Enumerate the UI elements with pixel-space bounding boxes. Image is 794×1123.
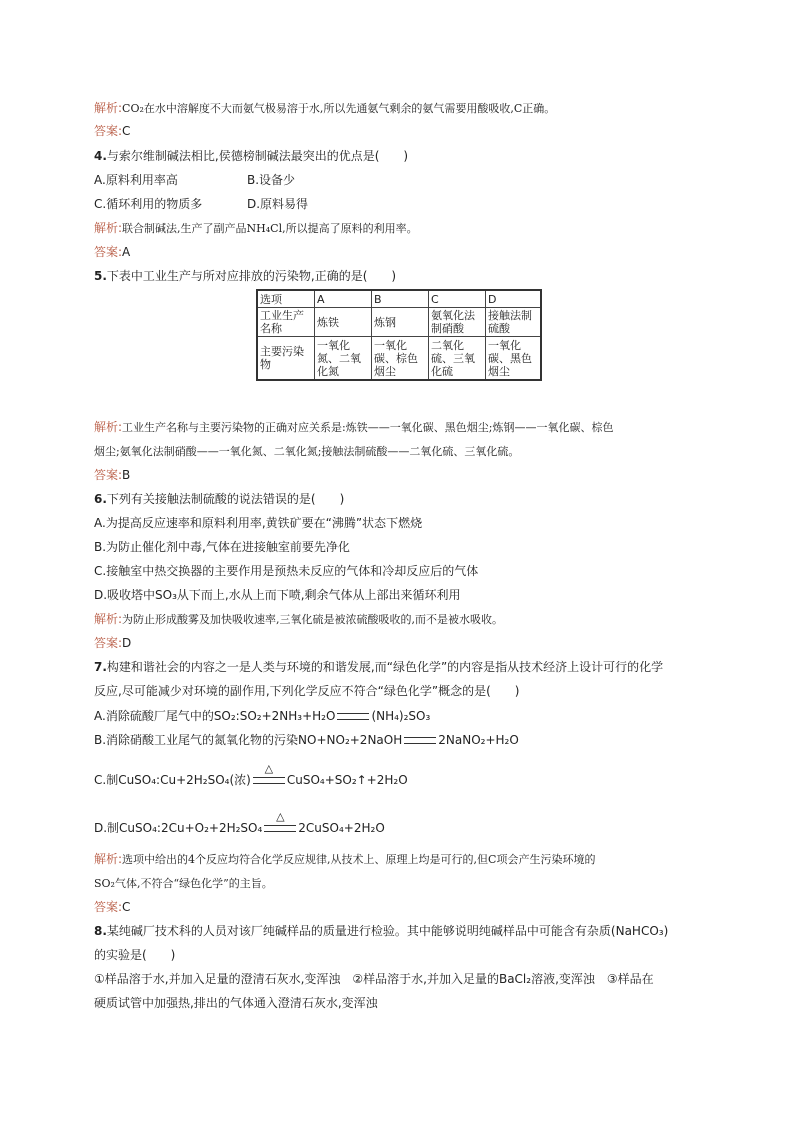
q6-stem <box>94 491 344 507</box>
table-cell: 工业生产名称 <box>257 308 315 337</box>
q4-stem <box>94 148 408 164</box>
table-cell: 接触法制硫酸 <box>486 308 542 337</box>
table-cell: 一氧化碳、黑色烟尘 <box>486 337 542 381</box>
equation-right: 2NaNO₂+H₂O <box>438 733 519 747</box>
q7-option-b <box>94 732 519 748</box>
answer-value: B <box>122 468 131 482</box>
table-cell: 炼铁 <box>315 308 372 337</box>
q8-stem-line1 <box>94 923 668 939</box>
equation-left: B.消除硝酸工业尾气的氮氧化物的污染NO+NO₂+2NaOH <box>94 733 403 747</box>
q7-stem-line2: 反应,尽可能减少对环境的副作用,下列化学反应不符合“绿色化学”概念的是( ) <box>94 684 520 698</box>
table-cell: 炼钢 <box>372 308 429 337</box>
q7-option-c <box>94 762 408 788</box>
q8-stem-line2: 的实验是( ) <box>94 948 176 962</box>
q7-analysis-line2 <box>94 875 273 892</box>
question-number: 6. <box>94 492 107 506</box>
analysis-text: CO₂在水中溶解度不大而氨气极易溶于水,所以先通氨气剩余的氨气需要用酸吸收,C正确。 <box>122 102 556 115</box>
option-c: C.循环利用的物质多 <box>94 197 203 211</box>
question-stem: 下列有关接触法制硫酸的说法错误的是( ) <box>106 492 345 506</box>
equation-left: D.制CuSO₄:2Cu+O₂+2H₂SO₄ <box>94 821 263 835</box>
table-row <box>257 308 541 337</box>
equation-right: (NH₄)₂SO₃ <box>371 709 431 723</box>
q6-option-a: A.为提高反应速率和原料利用率,黄铁矿要在“沸腾”状态下燃烧 <box>94 516 423 530</box>
table-cell: 二氧化硫、三氧化硫 <box>429 337 486 381</box>
q5-answer <box>94 467 130 483</box>
answer-label: 答案: <box>94 900 123 914</box>
analysis-text: 选项中给出的4个反应均符合化学反应规律,从技术上、原理上均是可行的,但C项会产生污染环境的 <box>122 853 596 866</box>
answer-value: D <box>122 636 132 650</box>
equation-right: 2CuSO₄+2H₂O <box>298 821 385 835</box>
table-cell: C <box>429 290 486 308</box>
q6-option-b: B.为防止催化剂中毒,气体在进接触室前要先净化 <box>94 540 350 554</box>
equals-sign <box>253 762 285 784</box>
table-row <box>257 337 541 381</box>
q6-option-d: D.吸收塔中SO₃从下而上,水从上而下喷,剩余气体从上部出来循环利用 <box>94 588 461 602</box>
q5-stem <box>94 268 396 284</box>
answer-value: C <box>122 124 131 138</box>
question-stem: 与索尔维制碱法相比,侯德榜制碱法最突出的优点是( ) <box>106 149 409 163</box>
equation-right: CuSO₄+SO₂↑+2H₂O <box>286 773 408 787</box>
answer-value: A <box>122 245 131 259</box>
q6-answer <box>94 635 131 651</box>
question-number: 5. <box>94 269 107 283</box>
table-cell: A <box>315 290 372 308</box>
analysis-text: 工业生产名称与主要污染物的正确对应关系是:炼铁——一氧化碳、黑色烟尘;炼钢——一氧化碳、棕色 <box>122 421 614 434</box>
equals-sign <box>264 810 296 832</box>
q3-analysis <box>94 100 555 117</box>
table-cell: 选项 <box>257 290 315 308</box>
analysis-label: 解析: <box>94 221 123 235</box>
heat-symbol: △ <box>264 762 274 775</box>
table-cell: 一氧化氮、二氧化氮 <box>315 337 372 381</box>
question-stem: 某纯碱厂技术科的人员对该厂纯碱样品的质量进行检验。其中能够说明纯碱样品中可能含有杂质(NaHCO₃) <box>106 924 669 938</box>
analysis-text: SO₂气体,不符合“绿色化学”的主旨。 <box>94 877 273 890</box>
question-stem: 构建和谐社会的内容之一是人类与环境的和谐发展,而“绿色化学”的内容是指从技术经济上设计可行的化学 <box>106 660 664 674</box>
question-stem: 下表中工业生产与所对应排放的污染物,正确的是( ) <box>106 269 397 283</box>
analysis-label: 解析: <box>94 852 123 866</box>
q8-items-line2: 硬质试管中加强热,排出的气体通入澄清石灰水,变浑浊 <box>94 996 378 1010</box>
option-d: D.原料易得 <box>247 197 309 211</box>
q4-options-row2 <box>94 196 309 212</box>
analysis-text: 为防止形成酸雾及加快吸收速率,三氧化硫是被浓硫酸吸收的,而不是被水吸收。 <box>122 613 504 626</box>
q5-analysis-line2 <box>94 443 519 460</box>
analysis-text: 联合制碱法,生产了副产品NH₄Cl,所以提高了原料的利用率。 <box>122 222 418 235</box>
analysis-label: 解析: <box>94 420 123 434</box>
analysis-text: 烟尘;氨氧化法制硝酸——一氧化氮、二氧化氮;接触法制硫酸——二氧化硫、三氧化硫。 <box>94 445 520 458</box>
q6-option-c: C.接触室中热交换器的主要作用是预热未反应的气体和冷却反应后的气体 <box>94 564 479 578</box>
heat-symbol: △ <box>276 810 285 823</box>
equation-left: C.制CuSO₄:Cu+2H₂SO₄(浓) <box>94 773 251 787</box>
q4-options-row1 <box>94 172 296 188</box>
equation-left: A.消除硫酸厂尾气中的SO₂:SO₂+2NH₃+H₂O <box>94 709 336 723</box>
q6-analysis <box>94 611 503 628</box>
option-b: B.设备少 <box>247 173 296 187</box>
analysis-label: 解析: <box>94 612 123 626</box>
answer-label: 答案: <box>94 245 123 259</box>
question-number: 8. <box>94 924 107 938</box>
answer-label: 答案: <box>94 636 123 650</box>
question-number: 7. <box>94 660 107 674</box>
answer-label: 答案: <box>94 124 123 138</box>
q7-analysis-line1 <box>94 851 595 868</box>
answer-label: 答案: <box>94 468 123 482</box>
table-cell: 氨氧化法制硝酸 <box>429 308 486 337</box>
q7-stem-line1 <box>94 659 663 675</box>
question-number: 4. <box>94 149 107 163</box>
q4-answer <box>94 244 130 260</box>
table-cell: D <box>486 290 542 308</box>
table-cell: 一氧化碳、棕色烟尘 <box>372 337 429 381</box>
analysis-label: 解析: <box>94 101 123 115</box>
q3-answer <box>94 123 130 139</box>
table-cell: B <box>372 290 429 308</box>
q5-analysis-line1 <box>94 419 613 436</box>
q7-option-d <box>94 810 385 836</box>
pollutant-table <box>256 289 542 381</box>
equals-sign <box>404 737 436 744</box>
q4-analysis <box>94 220 418 237</box>
q8-items-line1: ①样品溶于水,并加入足量的澄清石灰水,变浑浊 ②样品溶于水,并加入足量的BaCl₂溶液,变浑浊 ③样品在 <box>94 972 654 986</box>
answer-value: C <box>122 900 131 914</box>
q7-answer <box>94 899 130 915</box>
table-row <box>257 290 541 308</box>
equals-sign <box>337 713 369 720</box>
q7-option-a <box>94 708 430 724</box>
option-a: A.原料利用率高 <box>94 173 178 187</box>
table-cell: 主要污染物 <box>257 337 315 381</box>
